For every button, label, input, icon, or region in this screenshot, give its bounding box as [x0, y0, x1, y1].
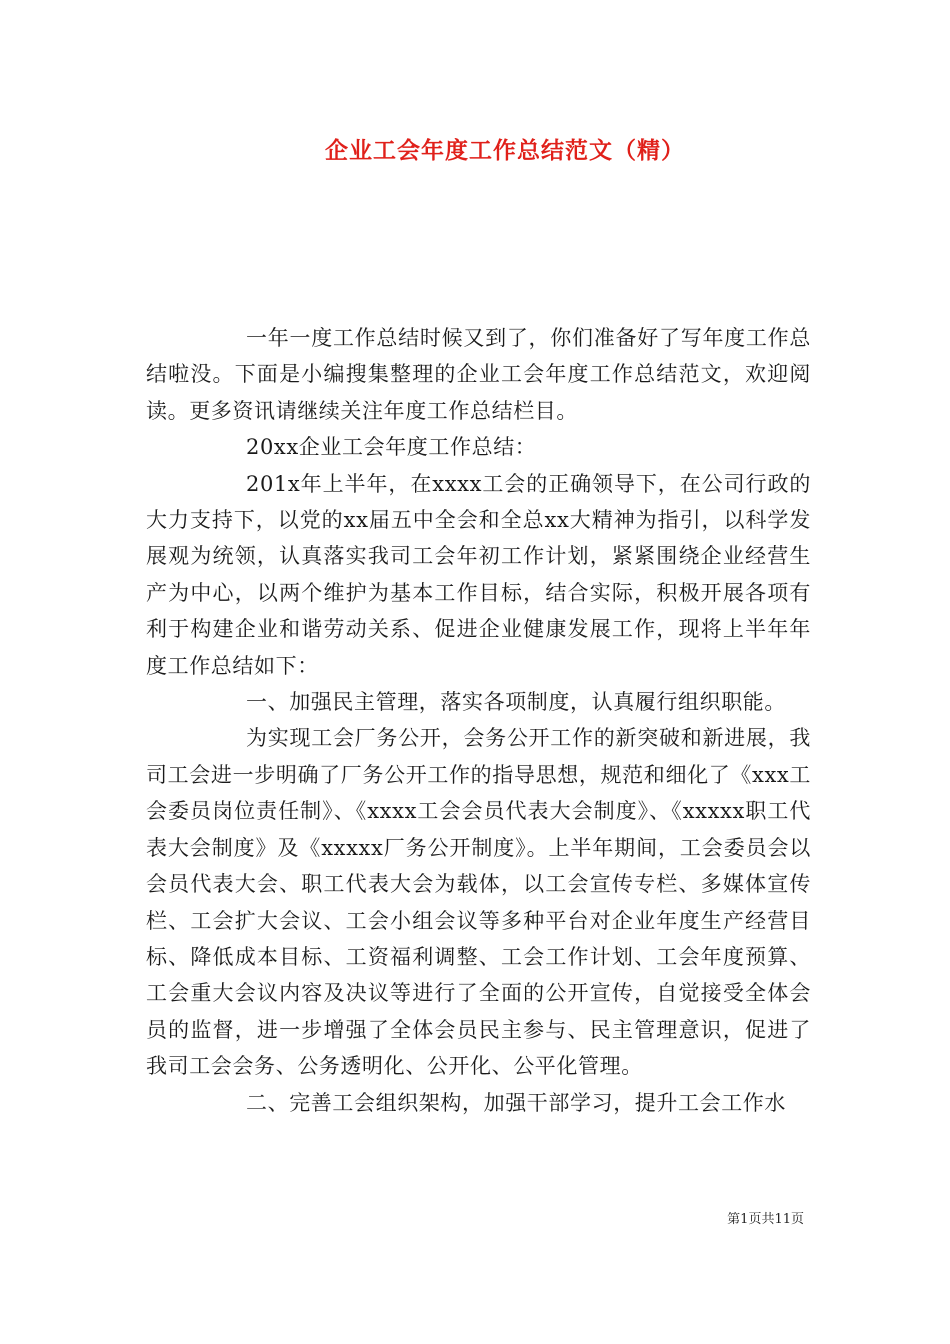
paragraph-heading-summary: 20xx企业工会年度工作总结： [246, 435, 537, 460]
page-number: 第1页共11页 [727, 1212, 804, 1227]
document-body [146, 320, 811, 1121]
paragraph-section-two-heading: 二、完善工会组织架构，加强干部学习，提升工会工作水 [246, 1090, 786, 1115]
paragraph-overview: 201x年上半年，在xxxx工会的正确领导下，在公司行政的大力支持下，以党的xx届五中全会和全总xx大精神为指引，以科学发展观为统领，认真落实我司工会年初工作计划，紧紧围绕企业经营生产为中心，以两个维护为基本工作目标，结合实际，积极开展各项有利于构建企业和谐劳动关系、促进企业健康发展工作，现将上半年年度工作总结如下： [146, 471, 811, 678]
paragraph-section-one-heading: 一、加强民主管理，落实各项制度，认真履行组织职能。 [246, 690, 786, 715]
document-title: 企业工会年度工作总结范文（精） [325, 137, 685, 164]
paragraph-intro: 一年一度工作总结时候又到了，你们准备好了写年度工作总结啦没。下面是小编搜集整理的企业工会年度工作总结范文，欢迎阅读。更多资讯请继续关注年度工作总结栏目。 [146, 326, 811, 423]
paragraph-section-one-body: 为实现工会厂务公开，会务公开工作的新突破和新进展，我司工会进一步明确了厂务公开工作的指导思想，规范和细化了《xxx工会委员岗位责任制》、《xxxx工会会员代表大会制度》、《xxxxx职工代表大会制度》及《xxxxx厂务公开制度》。上半年期间，工会委员会以会员代表大会、职工代表大会为载体，以工会宣传专栏、多媒体宣传栏、工会扩大会议、工会小组会议等多种平台对企业年度生产经营目标、降低成本目标、工资福利调整、工会工作计划、工会年度预算、工会重大会议内容及决议等进行了全面的公开宣传，自觉接受全体会员的监督，进一步增强了全体会员民主参与、民主管理意识，促进了我司工会会务、公务透明化、公开化、公平化管理。 [146, 726, 811, 1079]
